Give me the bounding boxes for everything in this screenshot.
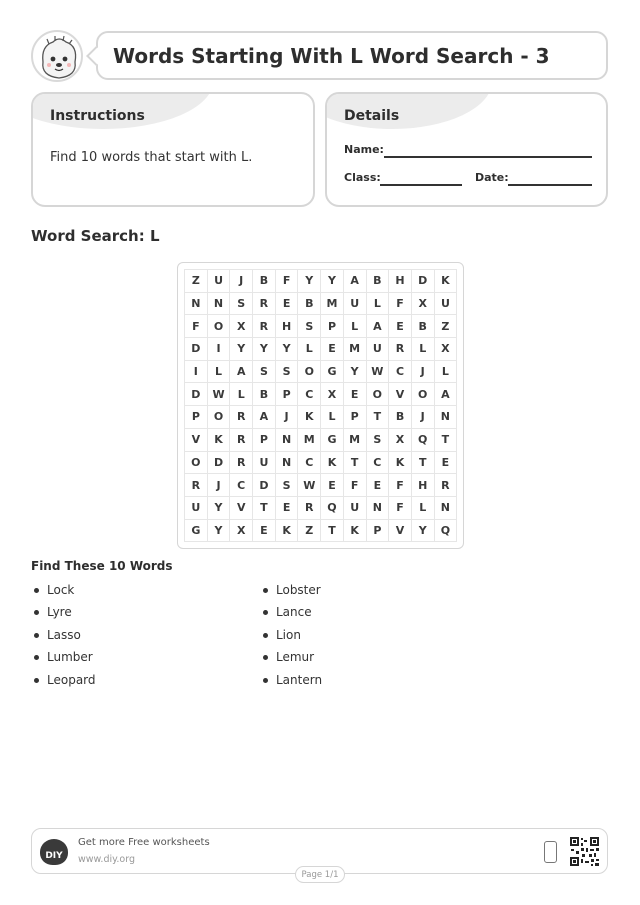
grid-cell: Q (435, 520, 458, 543)
grid-cell: S (276, 361, 299, 384)
grid-cell: H (412, 474, 435, 497)
grid-cell: B (298, 293, 321, 316)
grid-cell: E (435, 452, 458, 475)
grid-cell: R (230, 452, 253, 475)
grid-cell: P (253, 429, 276, 452)
grid-cell: K (389, 452, 412, 475)
grid-cell: C (298, 452, 321, 475)
grid-cell: P (344, 406, 367, 429)
grid-cell: Z (298, 520, 321, 543)
grid-cell: M (321, 293, 344, 316)
grid-cell: L (344, 315, 367, 338)
grid-cell: S (253, 361, 276, 384)
grid-cell: N (435, 497, 458, 520)
grid-cell: C (367, 452, 390, 475)
grid-cell: G (321, 429, 344, 452)
grid-cell: U (367, 338, 390, 361)
grid-cell: P (185, 406, 208, 429)
grid-cell: E (276, 497, 299, 520)
grid-cell: R (230, 406, 253, 429)
grid-cell: L (208, 361, 231, 384)
grid-cell: T (435, 429, 458, 452)
grid-cell: P (276, 383, 299, 406)
grid-cell: Y (208, 520, 231, 543)
details-heading: Details (344, 108, 400, 124)
title-banner (96, 31, 608, 80)
grid-cell: Q (321, 497, 344, 520)
grid-cell: F (389, 474, 412, 497)
word-list-item: Lyre (31, 604, 96, 626)
grid-cell: X (389, 429, 412, 452)
grid-cell: X (230, 315, 253, 338)
grid-cell: K (208, 429, 231, 452)
word-list-item: Lance (260, 604, 322, 626)
grid-cell: T (412, 452, 435, 475)
grid-cell: J (412, 361, 435, 384)
grid-cell: X (435, 338, 458, 361)
grid-cell: L (412, 497, 435, 520)
grid-cell: E (321, 474, 344, 497)
page-number-badge: Page 1/1 (295, 866, 345, 883)
grid-cell: X (412, 293, 435, 316)
grid-cell: R (298, 497, 321, 520)
grid-cell: T (253, 497, 276, 520)
grid-cell: Y (230, 338, 253, 361)
grid-cell: A (435, 383, 458, 406)
word-search-grid (177, 262, 464, 549)
name-label: Name: (344, 143, 384, 156)
grid-cell: A (253, 406, 276, 429)
grid-cell: D (185, 383, 208, 406)
grid-cell: R (253, 293, 276, 316)
word-list-item: Lobster (260, 582, 322, 604)
footer-promo-text: Get more Free worksheets (78, 837, 210, 848)
grid-cell: L (412, 338, 435, 361)
phone-icon (544, 841, 557, 863)
grid-cell: R (253, 315, 276, 338)
grid-cell: D (208, 452, 231, 475)
name-field[interactable] (384, 156, 592, 158)
grid-cell: Y (321, 270, 344, 293)
grid-cell: N (367, 497, 390, 520)
grid-cell: L (321, 406, 344, 429)
grid-cell: B (253, 383, 276, 406)
grid-cell: P (321, 315, 344, 338)
grid-cell: N (208, 293, 231, 316)
word-list-item: Leopard (31, 672, 96, 694)
grid-cell: J (276, 406, 299, 429)
page-title: Words Starting With L Word Search - 3 (113, 44, 550, 68)
grid-cell: O (412, 383, 435, 406)
grid-cell: R (435, 474, 458, 497)
grid-cell: T (344, 452, 367, 475)
grid-cell: P (367, 520, 390, 543)
grid-cell: W (208, 383, 231, 406)
word-list-column-2 (260, 582, 322, 694)
grid-cell: L (230, 383, 253, 406)
grid-cell: V (185, 429, 208, 452)
puzzle-title: Word Search: L (31, 227, 160, 245)
grid-cell: E (276, 293, 299, 316)
grid-cell: B (389, 406, 412, 429)
grid-cell: U (208, 270, 231, 293)
grid-cell: H (276, 315, 299, 338)
grid-cell: Y (253, 338, 276, 361)
qr-code-icon (569, 836, 600, 867)
grid-cell: X (230, 520, 253, 543)
grid-cell: J (208, 474, 231, 497)
grid-cell: H (389, 270, 412, 293)
grid-cell: F (389, 293, 412, 316)
grid-cell: B (253, 270, 276, 293)
grid-cell: D (185, 338, 208, 361)
grid-cell: C (298, 383, 321, 406)
grid-cell: O (208, 406, 231, 429)
grid-cell: Y (276, 338, 299, 361)
grid-cell: U (344, 497, 367, 520)
grid-cell: L (298, 338, 321, 361)
details-card (325, 92, 608, 207)
grid-cell: R (389, 338, 412, 361)
grid-cell: O (298, 361, 321, 384)
grid-cell: V (389, 383, 412, 406)
grid-cell: K (321, 452, 344, 475)
footer-url-link[interactable]: www.diy.org (78, 854, 135, 865)
class-label: Class: (344, 171, 381, 184)
instructions-heading: Instructions (50, 108, 145, 124)
grid-cell: Y (344, 361, 367, 384)
grid-cell: V (230, 497, 253, 520)
grid-cell: D (412, 270, 435, 293)
word-list-item: Lasso (31, 627, 96, 649)
grid-cell: N (276, 429, 299, 452)
grid-cell: S (276, 474, 299, 497)
grid-cell: C (389, 361, 412, 384)
grid-cell: K (276, 520, 299, 543)
grid-cell: W (367, 361, 390, 384)
grid-cell: A (344, 270, 367, 293)
mascot-icon (31, 30, 83, 82)
instructions-card (31, 92, 315, 207)
grid-cell: Z (185, 270, 208, 293)
word-list-item: Lumber (31, 649, 96, 671)
grid-cell: K (344, 520, 367, 543)
grid-cell: V (389, 520, 412, 543)
grid-cell: T (367, 406, 390, 429)
grid-cell: O (208, 315, 231, 338)
grid-cell: Y (412, 520, 435, 543)
class-field[interactable] (380, 184, 462, 186)
grid-cell: L (435, 361, 458, 384)
grid-cell: B (367, 270, 390, 293)
grid-cell: F (389, 497, 412, 520)
grid-cell: Y (298, 270, 321, 293)
grid-cell: O (367, 383, 390, 406)
grid-cell: I (185, 361, 208, 384)
grid-cell: M (344, 429, 367, 452)
grid-cell: E (389, 315, 412, 338)
grid-cell: S (367, 429, 390, 452)
diy-logo-icon[interactable]: DIY (40, 839, 68, 865)
grid-cell: G (321, 361, 344, 384)
grid-cell: U (185, 497, 208, 520)
grid-cell: U (253, 452, 276, 475)
word-list-item: Lock (31, 582, 96, 604)
grid-cell: S (298, 315, 321, 338)
grid-cell: T (321, 520, 344, 543)
grid-cell: Y (208, 497, 231, 520)
word-list-item: Lemur (260, 649, 322, 671)
grid-cell: I (208, 338, 231, 361)
grid-cell: N (435, 406, 458, 429)
word-list-item: Lantern (260, 672, 322, 694)
grid-cell: N (276, 452, 299, 475)
grid-cell: M (298, 429, 321, 452)
grid-cell: F (185, 315, 208, 338)
word-list-item: Lion (260, 627, 322, 649)
grid-cell: Z (435, 315, 458, 338)
grid-cell: Q (412, 429, 435, 452)
grid-cell: J (230, 270, 253, 293)
word-list-title: Find These 10 Words (31, 559, 173, 573)
instructions-text: Find 10 words that start with L. (50, 150, 253, 165)
grid-cell: B (412, 315, 435, 338)
date-field[interactable] (508, 184, 592, 186)
grid-cell: F (344, 474, 367, 497)
grid-cell: K (298, 406, 321, 429)
grid-cell: U (344, 293, 367, 316)
grid-cell: E (367, 474, 390, 497)
grid-cell: A (230, 361, 253, 384)
grid-cell: E (321, 338, 344, 361)
grid-cell: K (435, 270, 458, 293)
grid-cell: J (412, 406, 435, 429)
grid-cell: E (253, 520, 276, 543)
word-list-column-1 (31, 582, 96, 694)
grid-cell: C (230, 474, 253, 497)
grid-cell: A (367, 315, 390, 338)
grid-cell: D (253, 474, 276, 497)
grid-cell: S (230, 293, 253, 316)
grid-cell: L (367, 293, 390, 316)
grid-cell: U (435, 293, 458, 316)
grid-cell: O (185, 452, 208, 475)
grid-cell: R (185, 474, 208, 497)
grid-cell: F (276, 270, 299, 293)
grid-cell: E (344, 383, 367, 406)
grid-cell: W (298, 474, 321, 497)
grid-cell: G (185, 520, 208, 543)
grid-cell: N (185, 293, 208, 316)
date-label: Date: (475, 171, 509, 184)
grid-cell: R (230, 429, 253, 452)
grid-cell: X (321, 383, 344, 406)
grid-cell: M (344, 338, 367, 361)
